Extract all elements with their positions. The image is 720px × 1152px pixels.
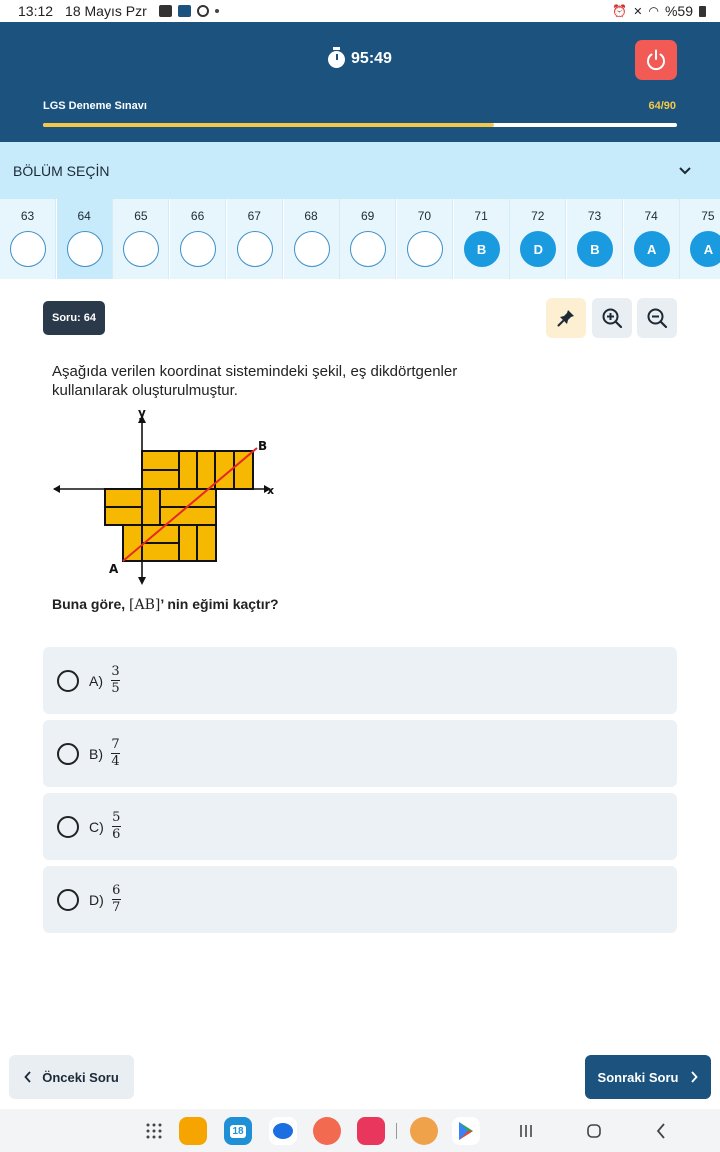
previous-question-button[interactable] <box>9 1055 134 1099</box>
option-b-denominator: 4 <box>111 754 120 769</box>
next-question-label: Sonraki Soru <box>597 1069 679 1085</box>
question-nav-number: 64 <box>77 209 91 223</box>
progress-bar-fill <box>43 123 494 127</box>
status-time: 13:12 <box>18 3 54 19</box>
wifi-icon: ◠ <box>648 4 659 18</box>
point-b-label: B <box>258 439 268 453</box>
question-nav-item-72[interactable] <box>510 199 566 279</box>
question-nav-answer-circle[interactable] <box>294 231 330 267</box>
option-d[interactable] <box>43 866 677 933</box>
figure-rect <box>234 451 253 489</box>
calendar-badge: 18 <box>232 1125 244 1137</box>
question-nav-number: 68 <box>304 209 318 223</box>
footer-navigation <box>0 1045 720 1109</box>
timer <box>0 50 720 68</box>
option-d-numerator: 6 <box>112 883 121 898</box>
figure-rect <box>160 489 216 507</box>
figure-rect <box>179 451 197 489</box>
question-nav-answer-circle[interactable] <box>10 231 46 267</box>
question-nav-number: 70 <box>417 209 432 223</box>
question-nav-number: 67 <box>247 209 261 223</box>
option-a-radio[interactable] <box>57 670 79 692</box>
question-nav-number: 69 <box>361 209 375 223</box>
question-nav-answer-circle[interactable] <box>180 231 216 267</box>
status-date: 18 Mayıs Pzr <box>65 3 147 19</box>
question-nav-number: 74 <box>644 209 658 223</box>
question-navigator <box>0 199 720 279</box>
question-nav-answer-circle[interactable]: A <box>634 231 670 267</box>
question-nav-answer-circle[interactable] <box>123 231 159 267</box>
exam-title: LGS Deneme Sınavı <box>43 100 147 112</box>
question-progress-count: 64/90 <box>648 100 676 112</box>
figure-rect <box>197 451 215 489</box>
question-nav-item-71[interactable] <box>454 199 510 279</box>
back-icon[interactable] <box>656 1123 666 1139</box>
option-a-denominator: 5 <box>111 681 120 696</box>
files-app-icon[interactable] <box>179 1117 207 1145</box>
more-notifications-icon <box>215 9 219 13</box>
option-c[interactable] <box>43 793 677 860</box>
section-selector-label: BÖLÜM SEÇİN <box>13 162 110 179</box>
prompt-segment-ab: [AB] <box>129 597 161 613</box>
question-nav-answer-circle[interactable]: B <box>464 231 500 267</box>
alarm-icon: ⏰ <box>612 4 628 18</box>
question-nav-number: 65 <box>134 209 148 223</box>
question-nav-item-67[interactable] <box>227 199 283 279</box>
x-axis-left-arrow <box>53 485 60 493</box>
option-a-fraction <box>111 665 120 696</box>
option-b-numerator: 7 <box>111 737 120 752</box>
calendar-app-icon[interactable] <box>224 1117 252 1145</box>
app-drawer-icon[interactable] <box>146 1123 162 1139</box>
figure-rect <box>197 525 216 561</box>
question-nav-answer-circle[interactable]: B <box>577 231 613 267</box>
option-b-fraction <box>111 738 120 769</box>
figure-rect <box>105 507 142 525</box>
question-nav-answer-circle[interactable]: D <box>520 231 556 267</box>
mute-icon: ✕ <box>633 5 643 18</box>
option-a-letter: A) <box>89 672 103 689</box>
question-nav-item-73[interactable] <box>567 199 623 279</box>
option-a-numerator: 3 <box>111 664 120 679</box>
question-nav-answer-circle[interactable] <box>237 231 273 267</box>
option-b[interactable] <box>43 720 677 787</box>
x-axis-label: x <box>267 484 275 497</box>
stopwatch-icon <box>328 51 345 68</box>
gallery-notification-icon <box>159 5 172 17</box>
timer-value: 95:49 <box>351 50 392 67</box>
figure-rect <box>105 489 142 507</box>
question-nav-item-68[interactable] <box>284 199 340 279</box>
question-nav-answer-circle[interactable]: A <box>690 231 720 267</box>
camera-app-icon[interactable] <box>357 1117 385 1145</box>
chevron-down-icon <box>678 166 692 176</box>
whatsapp-notification-icon <box>197 5 209 17</box>
messages-app-icon[interactable] <box>269 1117 297 1145</box>
option-b-radio[interactable] <box>57 743 79 765</box>
question-nav-item-70[interactable] <box>397 199 453 279</box>
y-axis-label: y <box>138 406 146 420</box>
recent-apps-icon[interactable] <box>519 1124 533 1138</box>
exit-exam-button[interactable] <box>635 40 677 80</box>
home-icon[interactable] <box>586 1123 602 1139</box>
system-navigation-bar <box>0 1109 720 1152</box>
option-d-fraction <box>112 884 121 915</box>
play-store-icon[interactable] <box>452 1117 480 1145</box>
battery-icon <box>699 6 706 17</box>
play-store-glyph <box>457 1121 475 1141</box>
contacts-app-icon[interactable] <box>313 1117 341 1145</box>
question-nav-item-65[interactable] <box>113 199 169 279</box>
prompt-text-after: ’ nin eğimi kaçtır? <box>160 596 279 612</box>
question-nav-item-66[interactable] <box>170 199 226 279</box>
option-d-radio[interactable] <box>57 889 79 911</box>
option-c-letter: C) <box>89 818 104 835</box>
app-notification-icon <box>178 5 191 17</box>
option-c-denominator: 6 <box>112 827 121 842</box>
question-nav-answer-circle[interactable] <box>67 231 103 267</box>
zoom-in-icon <box>601 307 623 329</box>
chevron-left-icon <box>24 1071 32 1083</box>
figure-rect <box>179 525 197 561</box>
figure-rect <box>142 489 160 526</box>
pin-question-button[interactable] <box>546 298 586 338</box>
option-b-letter: B) <box>89 745 103 762</box>
question-nav-number: 71 <box>474 209 488 223</box>
question-nav-item-69[interactable] <box>340 199 396 279</box>
section-selector[interactable] <box>0 142 720 199</box>
question-nav-number: 75 <box>701 209 715 223</box>
question-nav-answer-circle[interactable] <box>407 231 443 267</box>
question-nav-item-64[interactable] <box>57 199 113 279</box>
option-c-numerator: 5 <box>112 810 121 825</box>
question-number-badge: Soru: 64 <box>43 301 105 335</box>
pin-icon <box>556 308 576 328</box>
zoom-in-button[interactable] <box>592 298 632 338</box>
option-d-denominator: 7 <box>112 900 121 915</box>
question-text: Aşağıda verilen koordinat sistemindeki şekil, eş dikdörtgenler kullanılarak oluşturulmuştur. <box>52 363 458 399</box>
chevron-right-icon <box>690 1071 698 1083</box>
coordinate-figure <box>50 405 290 590</box>
progress-bar <box>43 123 677 127</box>
option-d-letter: D) <box>89 891 104 908</box>
status-bar <box>0 0 720 22</box>
question-nav-item-75[interactable] <box>680 199 720 279</box>
option-c-fraction <box>112 811 121 842</box>
question-nav-answer-circle[interactable] <box>350 231 386 267</box>
power-icon <box>644 48 668 72</box>
question-nav-number: 72 <box>531 209 545 223</box>
option-a[interactable] <box>43 647 677 714</box>
y-axis-down-arrow <box>138 577 146 585</box>
next-question-button[interactable] <box>585 1055 711 1099</box>
zoom-out-button[interactable] <box>637 298 677 338</box>
figure-rect <box>123 525 142 561</box>
question-nav-number: 63 <box>20 209 35 223</box>
education-app-icon[interactable] <box>410 1117 438 1145</box>
point-a-label: A <box>109 562 119 576</box>
question-nav-number: 66 <box>190 209 205 223</box>
zoom-out-icon <box>646 307 668 329</box>
exam-header <box>0 22 720 142</box>
figure-rect <box>142 470 179 489</box>
question-nav-item-74[interactable] <box>624 199 680 279</box>
previous-question-label: Önceki Soru <box>42 1069 119 1085</box>
option-c-radio[interactable] <box>57 816 79 838</box>
question-nav-number: 73 <box>587 209 602 223</box>
question-nav-item-63[interactable] <box>0 199 56 279</box>
battery-text: %59 <box>664 3 693 19</box>
question-prompt <box>52 596 279 613</box>
figure-rect <box>142 543 179 561</box>
prompt-text-before: Buna göre, <box>52 596 130 612</box>
dock-divider <box>396 1123 397 1139</box>
